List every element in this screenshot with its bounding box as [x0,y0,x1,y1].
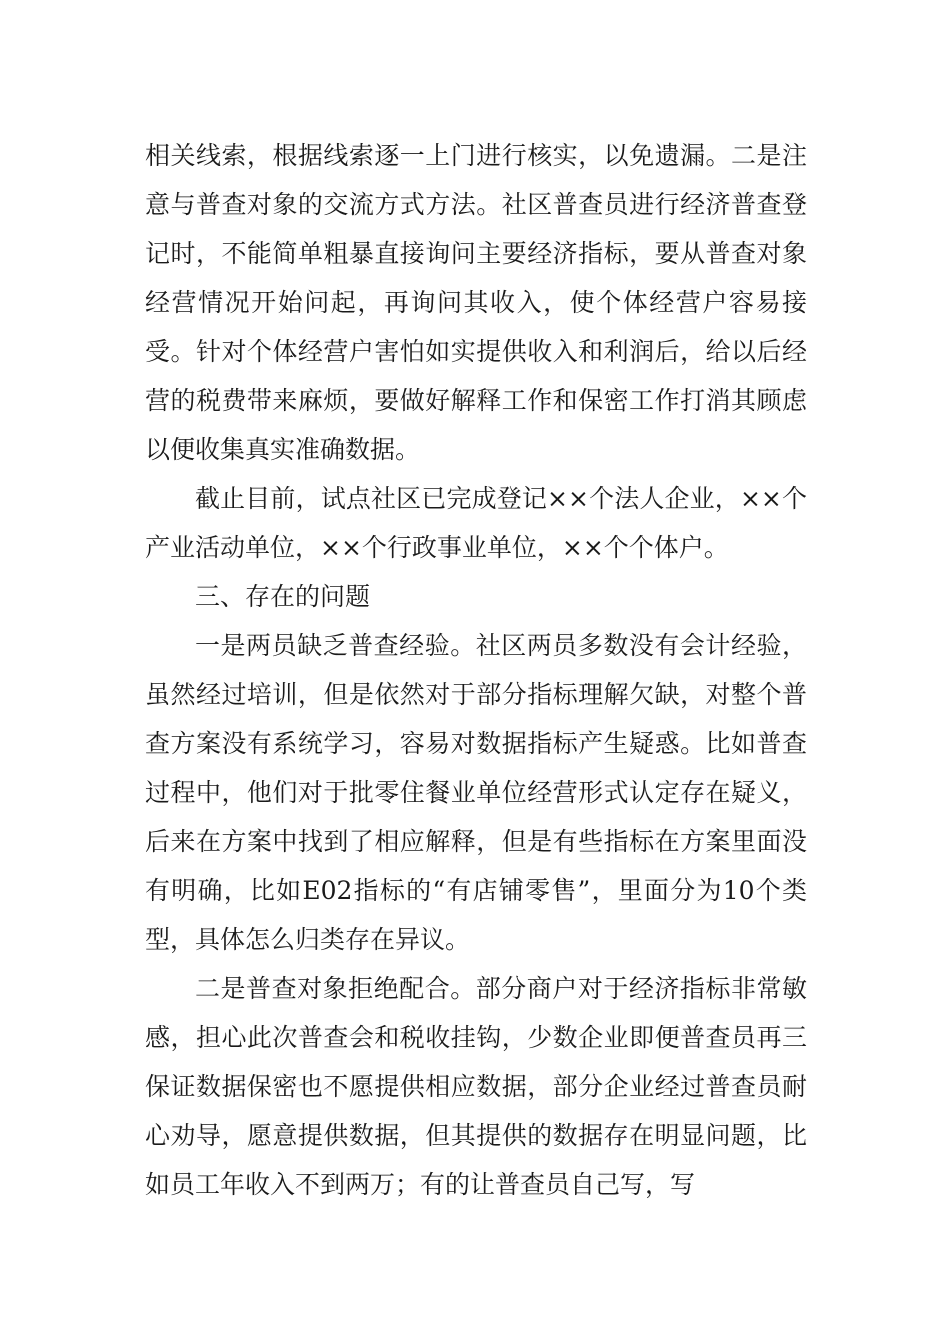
paragraph-registration-summary: 截止目前，试点社区已完成登记××个法人企业，××个产业活动单位，××个行政事业单位，××个个体户。 [145,484,807,562]
paragraph-continuation: 相关线索，根据线索逐一上门进行核实，以免遗漏。二是注意与普查对象的交流方式方法。社区普查员进行经济普查登记时，不能简单粗暴直接询问主要经济指标，要从普查对象经营情况开始问起，再询问其收入，使个体经营户容易接受。针对个体经营户害怕如实提供收入和利润后，给以后经营的税费带来麻烦，要做好解释工作和保密工作打消其顾虑以便收集真实准确数据。 [145,141,807,464]
paragraph-problem-one: 一是两员缺乏普查经验。社区两员多数没有会计经验，虽然经过培训，但是依然对于部分指标理解欠缺，对整个普查方案没有系统学习，容易对数据指标产生疑惑。比如普查过程中，他们对于批零住餐业单位经营形式认定存在疑义，后来在方案中找到了相应解释，但是有些指标在方案里面没有明确，比如E02指标的“有店铺零售”，里面分为10个类型，具体怎么归类存在异议。 [145,631,807,954]
paragraph-problem-two: 二是普查对象拒绝配合。部分商户对于经济指标非常敏感，担心此次普查会和税收挂钩，少数企业即便普查员再三保证数据保密也不愿提供相应数据，部分企业经过普查员耐心劝导，愿意提供数据，但其提供的数据存在明显问题，比如员工年收入不到两万；有的让普查员自己写，写 [145,974,807,1199]
document-body [145,131,807,1209]
section-heading-problems: 三、存在的问题 [195,582,371,611]
